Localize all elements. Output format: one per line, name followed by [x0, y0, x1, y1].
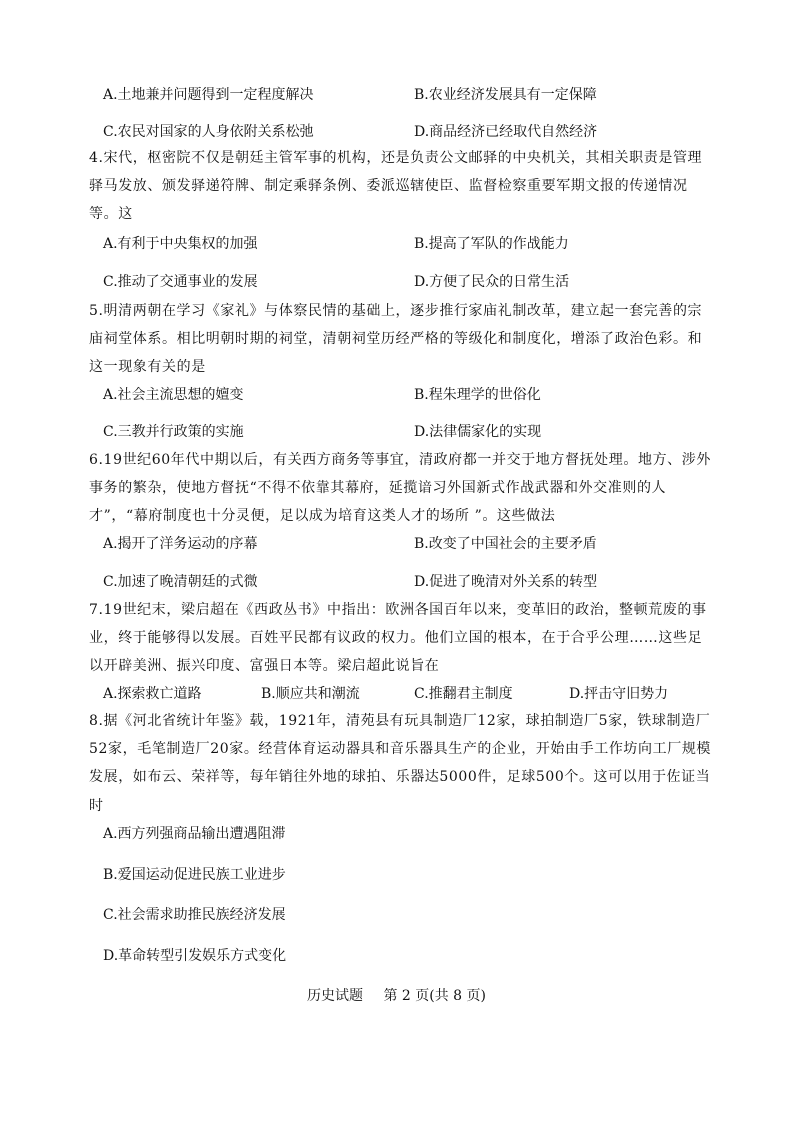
footer-subject: 历史试题 — [307, 988, 363, 1004]
q5-option-b: B.程朱理学的世俗化 — [414, 387, 541, 403]
q5-stem: 5.明清两朝在学习《家礼》与体察民情的基础上，逐步推行家庙礼制改革，建立起一套完善的宗庙祠堂体系。相比明朝时期的祠堂，清朝祠堂历经严格的等级化和制度化，增添了政治色彩。和这一现象有关的是 — [89, 303, 703, 376]
q6-option-a: A.揭开了洋务运动的序幕 — [103, 536, 258, 552]
q6-option-c: C.加速了晚清朝廷的式微 — [103, 574, 258, 590]
q8-stem: 8.据《河北省统计年鉴》载，1921年，清苑县有玩具制造厂12家，球拍制造厂5家，铁球制造厂52家，毛笔制造厂20家。经营体育运动器具和音乐器具生产的企业，开始由手工作坊向工厂规模发展，如布云、荣祥等，每年销往外地的球拍、乐器达5000件，足球500个。这可以用于佐证当时 — [89, 713, 712, 814]
q6-option-b: B.改变了中国社会的主要矛盾 — [414, 536, 597, 552]
q3-option-c: C.农民对国家的人身依附关系松弛 — [103, 124, 314, 140]
q4-option-d: D.方便了民众的日常生活 — [414, 274, 570, 290]
q4-option-b: B.提高了军队的作战能力 — [414, 236, 569, 252]
q5-option-a: A.社会主流思想的嬗变 — [103, 387, 244, 403]
q7-option-d: D.抨击守旧势力 — [569, 686, 669, 702]
q8-option-d: D.革命转型引发娱乐方式变化 — [103, 948, 287, 964]
q4-stem: 4.宋代，枢密院不仅是朝廷主管军事的机构，还是负责公文邮驿的中央机关，其相关职责是管理驿马发放、颁发驿递符牌、制定乘驿条例、委派巡辖使臣、监督检察重要军期文报的传递情况等。这 — [89, 150, 703, 223]
q5-option-c: C.三教并行政策的实施 — [103, 424, 244, 440]
q4-option-a: A.有利于中央集权的加强 — [103, 236, 258, 252]
q7-option-c: C.推翻君主制度 — [414, 686, 513, 702]
q5-option-d: D.法律儒家化的实现 — [414, 424, 542, 440]
q3-option-d: D.商品经济已经取代自然经济 — [414, 124, 598, 140]
q8-option-b: B.爱国运动促进民族工业进步 — [103, 867, 286, 883]
q6-option-d: D.促进了晚清对外关系的转型 — [414, 574, 598, 590]
q7-option-b: B.顺应共和潮流 — [261, 686, 360, 702]
q7-stem: 7.19世纪末，梁启超在《西政丛书》中指出：欧洲各国百年以来，变革旧的政治，整顿荒废的事业，终于能够得以发展。百姓平民都有议政的权力。他们立国的根本，在于合乎公理……这些足以开辟美洲、振兴印度、富强日本等。梁启超此说旨在 — [89, 602, 707, 675]
q8-option-c: C.社会需求助推民族经济发展 — [103, 907, 286, 923]
q8-option-a: A.西方列强商品输出遭遇阻滞 — [103, 826, 286, 842]
footer-page-number: 第 2 页(共 8 页) — [383, 988, 486, 1004]
page-footer — [0, 985, 793, 1005]
q3-option-a: A.土地兼并问题得到一定程度解决 — [103, 87, 314, 103]
q3-option-b: B.农业经济发展具有一定保障 — [414, 87, 597, 103]
q6-stem: 6.19世纪60年代中期以后，有关西方商务等事宜，清政府都一并交于地方督抚处理。地方、涉外事务的繁杂，使地方督抚“不得不依靠其幕府，延揽谙习外国新式作战武器和外交准则的人才”，“幕府制度也十分灵便，足以成为培育这类人才的场所 ”。这些做法 — [89, 452, 711, 525]
q4-option-c: C.推动了交通事业的发展 — [103, 274, 258, 290]
q7-option-a: A.探索救亡道路 — [103, 686, 202, 702]
